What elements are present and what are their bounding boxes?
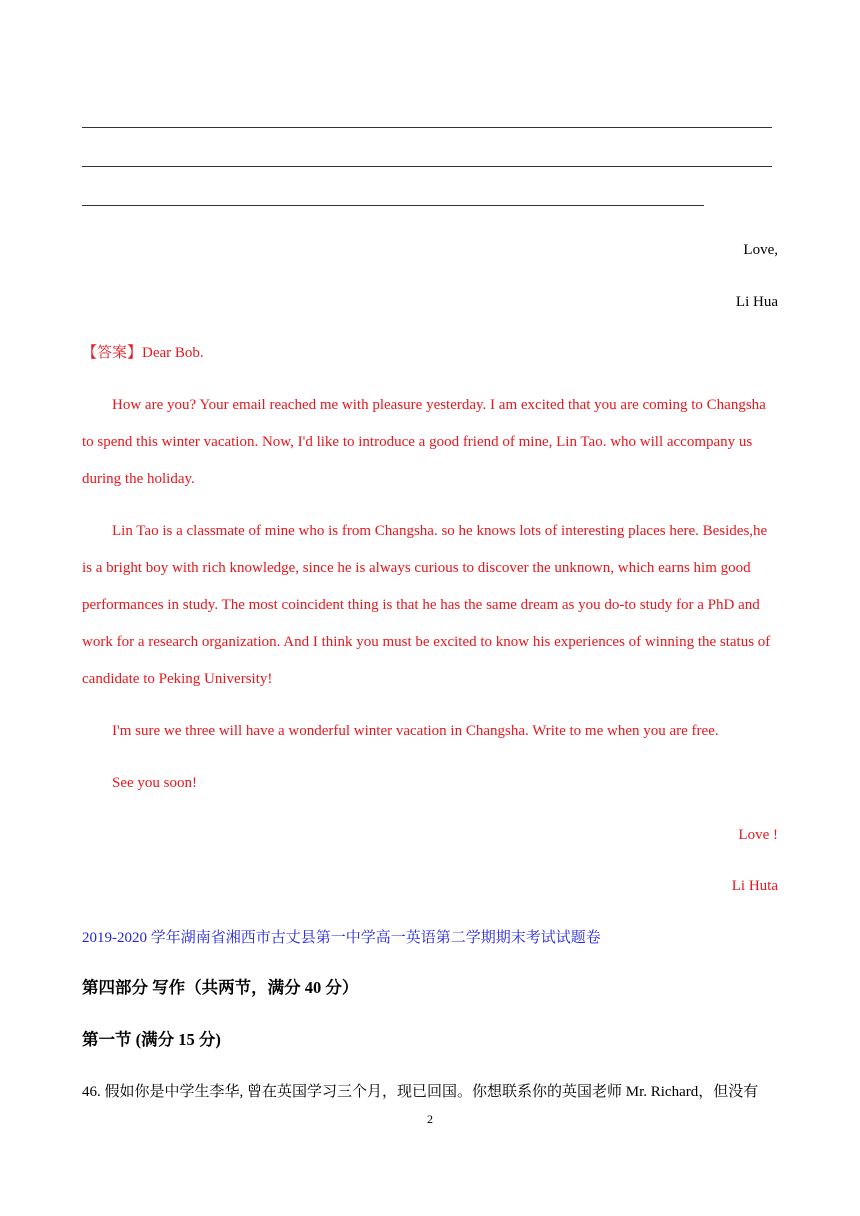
answer-tag: 【答案】 — [82, 345, 143, 361]
source-title: 2019-2020 学年湖南省湘西市古丈县第一中学高一英语第二学期期末考试试题卷 — [82, 930, 601, 946]
answer-line: is a bright boy with rich knowledge, since he is always curious to discover the unknown, which earns him good — [82, 560, 751, 576]
writing-line-1 — [82, 127, 772, 128]
answer-line: candidate to Peking University! — [82, 671, 273, 687]
question-text: 46. 假如你是中学生李华, 曾在英国学习三个月，现已回国。你想联系你的英国老师 Mr. Richard，但没有 — [82, 1084, 759, 1100]
answer-header — [82, 343, 204, 363]
answer-signature: Li Huta — [731, 878, 778, 894]
subsection-heading: 第一节 (满分 15 分) — [82, 1030, 221, 1049]
answer-sign-off: Love ! — [738, 827, 778, 843]
writing-line-3 — [82, 205, 704, 206]
section-heading: 第四部分 写作（共两节，满分 40 分） — [82, 978, 359, 997]
answer-line: How are you? Your email reached me with pleasure yesterday. I am excited that you are coming to Changsha — [112, 397, 766, 413]
answer-line: performances in study. The most coincident thing is that he has the same dream as you do-to study for a PhD and — [82, 597, 760, 613]
page-number: 2 — [427, 1112, 433, 1126]
answer-line: See you soon! — [112, 775, 197, 791]
letter-closing: Love, — [743, 242, 778, 258]
answer-line: during the holiday. — [82, 471, 195, 487]
answer-line: to spend this winter vacation. Now, I'd like to introduce a good friend of mine, Lin Tao. who will accompany us — [82, 434, 753, 450]
answer-line: Lin Tao is a classmate of mine who is from Changsha. so he knows lots of interesting places here. Besides,he — [112, 523, 768, 539]
answer-line: I'm sure we three will have a wonderful winter vacation in Changsha. Write to me when you are free. — [112, 723, 719, 739]
answer-greeting: Dear Bob. — [142, 345, 204, 361]
letter-signature: Li Hua — [735, 294, 778, 310]
writing-line-2 — [82, 166, 772, 167]
answer-line: work for a research organization. And I think you must be excited to know his experiences of winning the status of — [82, 634, 771, 650]
